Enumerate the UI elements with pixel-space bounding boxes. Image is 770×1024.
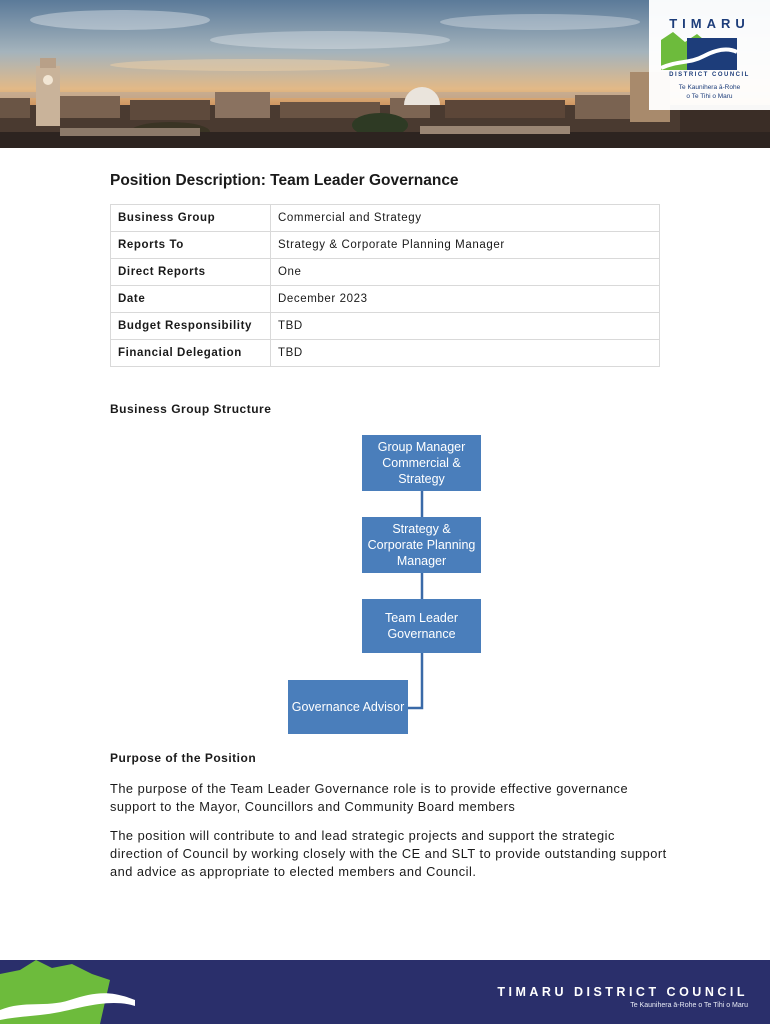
logo-mountain-river-icon bbox=[649, 30, 770, 70]
row-label: Date bbox=[111, 286, 271, 313]
structure-heading: Business Group Structure bbox=[110, 402, 272, 416]
table-row bbox=[111, 340, 660, 367]
row-value: December 2023 bbox=[271, 286, 660, 313]
document-title: Position Description: Team Leader Governance bbox=[110, 172, 459, 189]
logo-subtitle: DISTRICT COUNCIL bbox=[669, 72, 750, 78]
purpose-paragraph-1: The purpose of the Team Leader Governance role is to provide effective governance support to the Mayor, Councillors and Community Board members bbox=[110, 781, 629, 814]
row-value: TBD bbox=[271, 340, 660, 367]
row-value: Strategy & Corporate Planning Manager bbox=[271, 232, 660, 259]
row-value: TBD bbox=[271, 313, 660, 340]
table-row bbox=[111, 232, 660, 259]
logo-title: TIMARU bbox=[669, 16, 750, 31]
row-label: Reports To bbox=[111, 232, 271, 259]
footer-title: TIMARU DISTRICT COUNCIL bbox=[497, 985, 748, 999]
row-label: Budget Responsibility bbox=[111, 313, 271, 340]
table-row bbox=[111, 205, 660, 232]
org-node-team-leader: Team Leader Governance bbox=[362, 599, 481, 653]
org-node-governance-advisor: Governance Advisor bbox=[288, 680, 408, 734]
row-label: Financial Delegation bbox=[111, 340, 271, 367]
table-row bbox=[111, 259, 660, 286]
row-value: One bbox=[271, 259, 660, 286]
position-info-table bbox=[110, 204, 660, 367]
footer-subtitle: Te Kaunihera ā-Rohe o Te Tihi o Maru bbox=[630, 1002, 748, 1009]
footer-banner bbox=[0, 960, 770, 1024]
row-label: Direct Reports bbox=[111, 259, 271, 286]
table-row bbox=[111, 313, 660, 340]
org-node-group-manager: Group Manager Commercial & Strategy bbox=[362, 435, 481, 491]
logo-maori-line1: Te Kaunihera ā-Rohe bbox=[678, 84, 741, 91]
timaru-logo bbox=[649, 0, 770, 110]
logo-maori-text bbox=[649, 83, 770, 101]
org-node-strategy-manager: Strategy & Corporate Planning Manager bbox=[362, 517, 481, 573]
header-city-photo bbox=[0, 0, 770, 148]
row-label: Business Group bbox=[111, 205, 271, 232]
logo-maori-line2: o Te Tihi o Maru bbox=[686, 93, 733, 100]
table-row bbox=[111, 286, 660, 313]
purpose-heading: Purpose of the Position bbox=[110, 751, 257, 765]
row-value: Commercial and Strategy bbox=[271, 205, 660, 232]
purpose-paragraph-2: The position will contribute to and lead strategic projects and support the strategic direction of Council by working closely with the CE and SLT to provide outstanding support and advice as appropriate to elected members and Council. bbox=[110, 828, 667, 879]
